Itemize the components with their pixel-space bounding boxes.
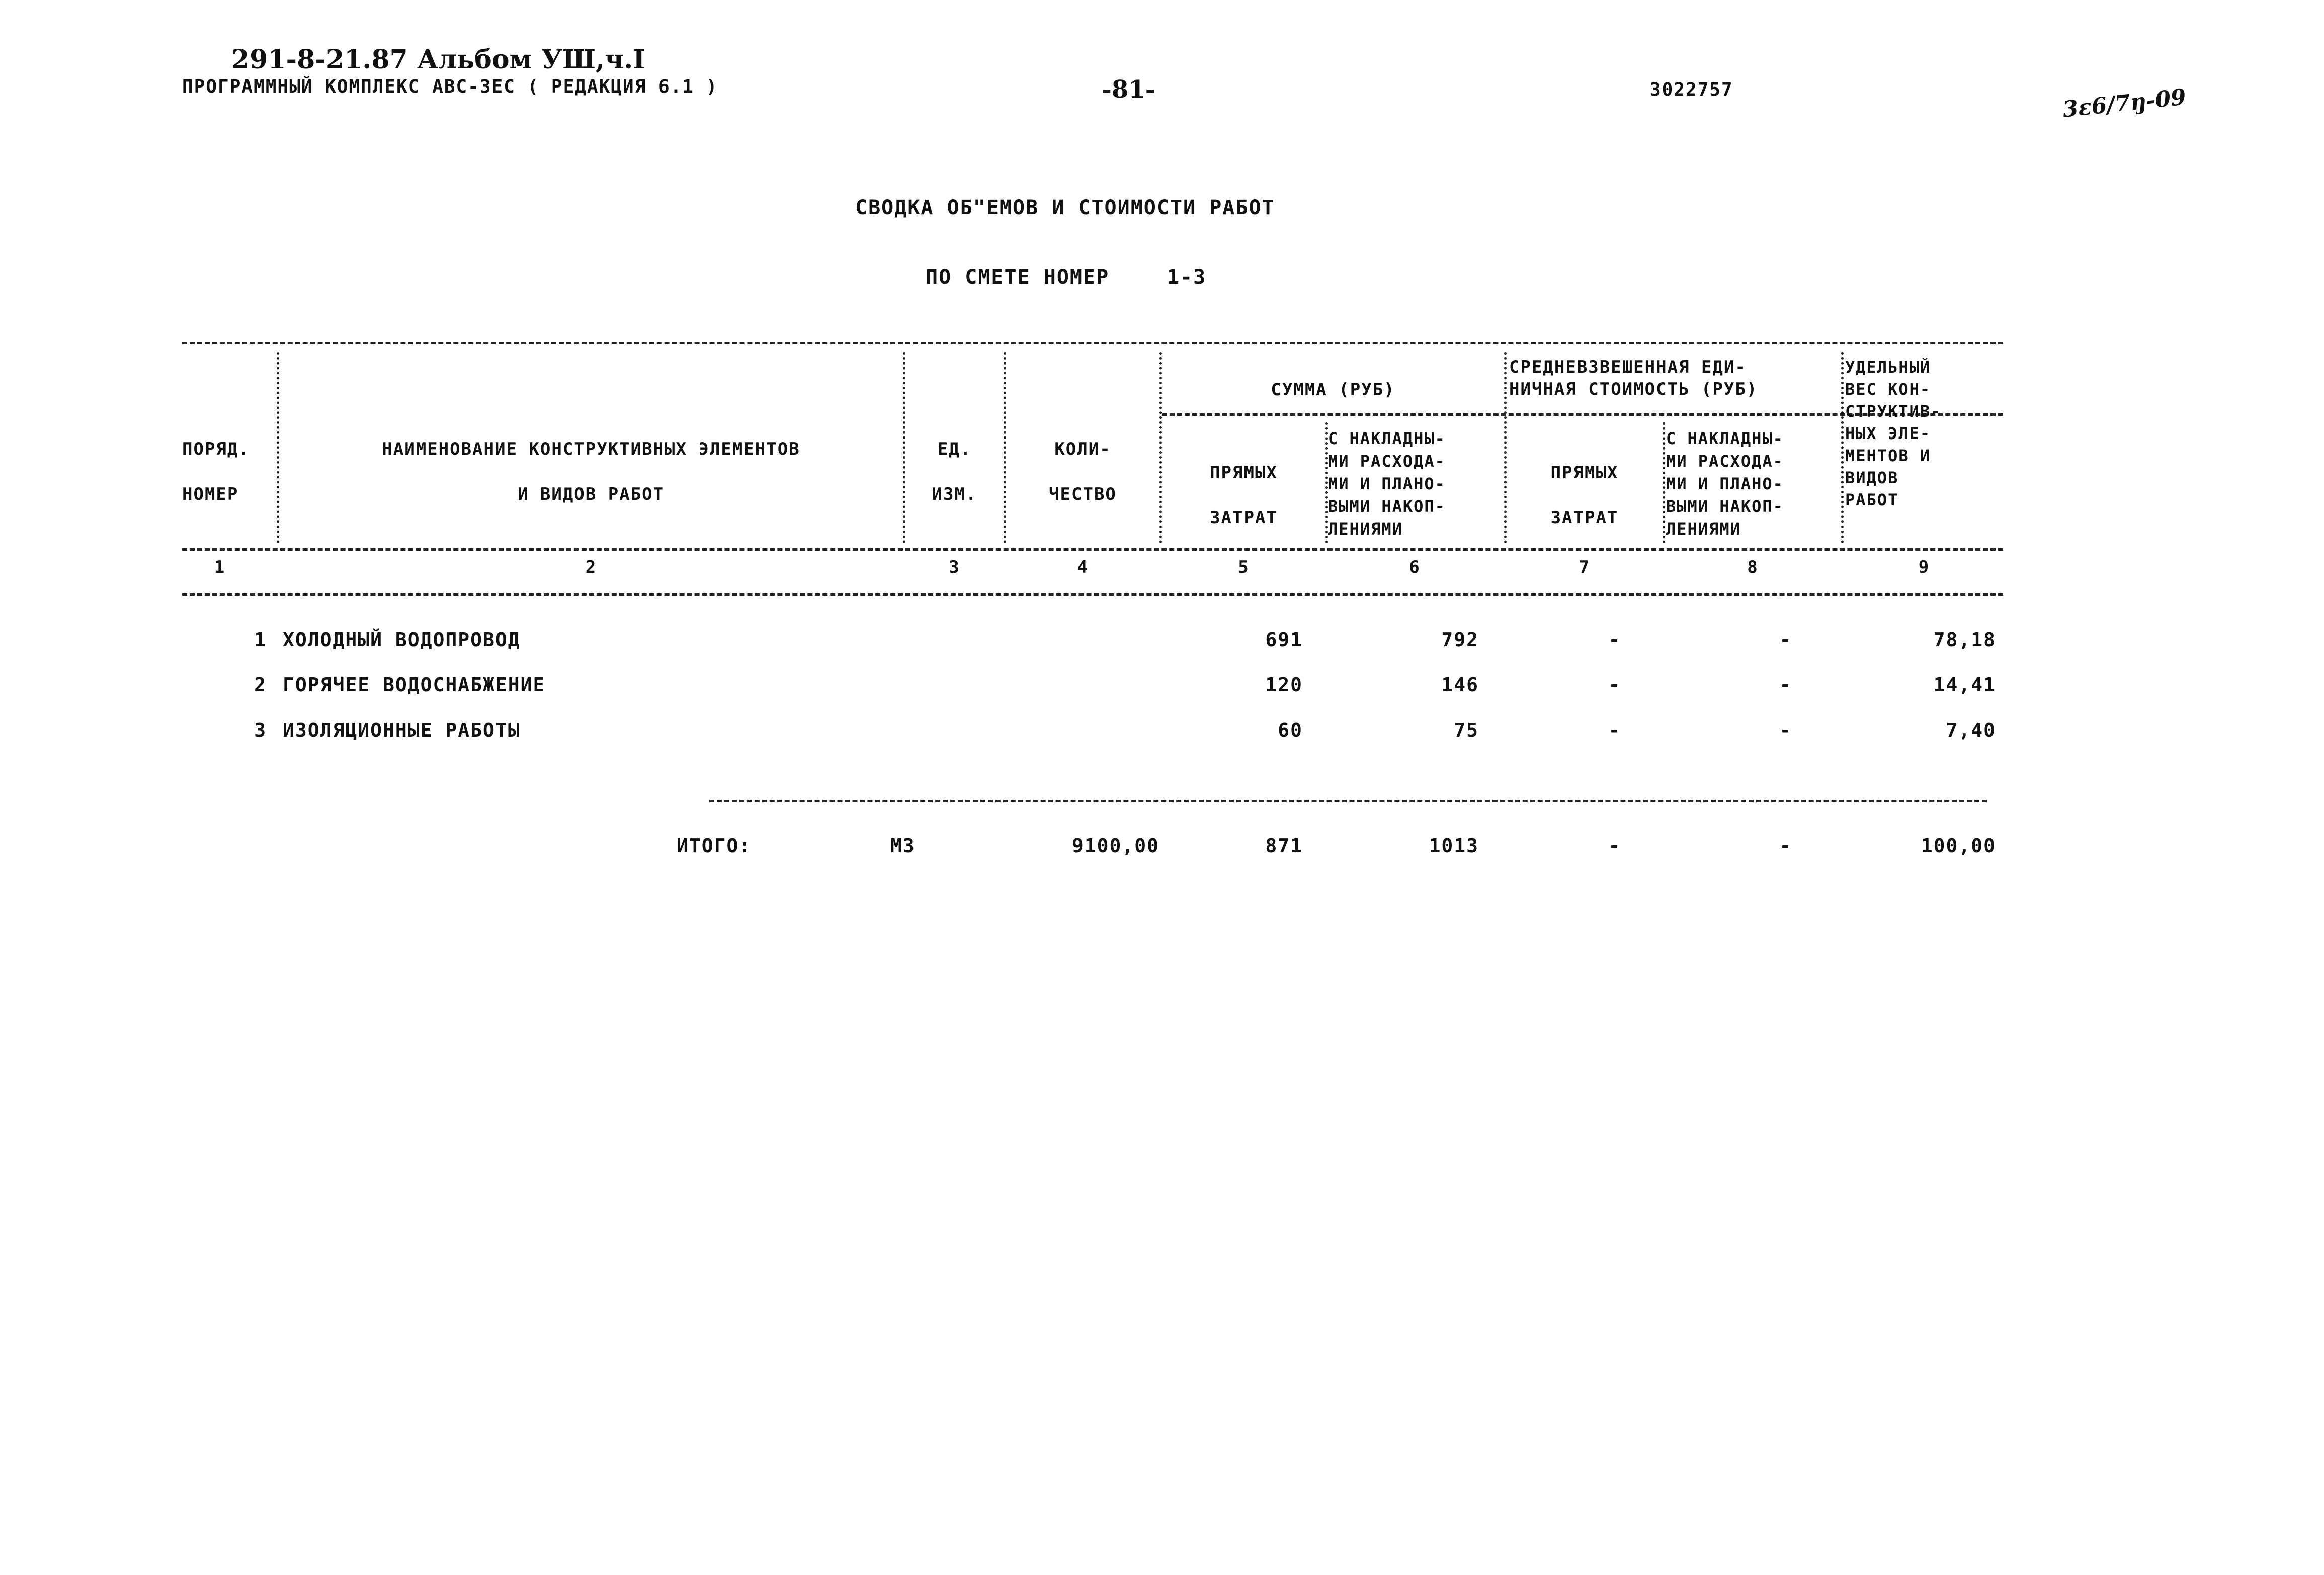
total-quantity: 9100,00 — [1071, 835, 1159, 857]
page-number: -81- — [1102, 75, 1155, 104]
table-top-rule — [182, 342, 2003, 344]
row-avg-direct: - — [1608, 674, 1621, 696]
header-avg-direct-costs: ПРЯМЫХ ЗАТРАТ — [1550, 463, 1619, 528]
document-number: 3022757 — [1650, 79, 1733, 100]
column-number: 9 — [1918, 557, 1930, 577]
column-separator — [277, 352, 279, 543]
row-element-name: ИЗОЛЯЦИОННЫЕ РАБОТЫ — [283, 719, 521, 741]
row-avg-overhead: - — [1779, 674, 1792, 696]
total-separator-rule — [709, 800, 1987, 802]
row-share: 7,40 — [1946, 719, 1996, 741]
column-number: 4 — [1077, 557, 1089, 577]
column-number: 7 — [1579, 557, 1591, 577]
row-avg-direct: - — [1608, 719, 1621, 741]
row-number: 1 — [254, 629, 267, 651]
header-direct-costs: ПРЯМЫХ ЗАТРАТ — [1210, 463, 1278, 528]
program-info: ПРОГРАММНЫЙ КОМПЛЕКС АВС-3ЕС ( РЕДАКЦИЯ 6.1 ) — [182, 76, 718, 97]
header-element-name: НАИМЕНОВАНИЕ КОНСТРУКТИВНЫХ ЭЛЕМЕНТОВ И ВИДОВ РАБОТ — [382, 439, 800, 504]
total-avg-direct: - — [1608, 835, 1621, 857]
total-label: ИТОГО: — [677, 835, 752, 857]
header-avg-with-overhead: С НАКЛАДНЫ- МИ РАСХОДА- МИ И ПЛАНО- ВЫМИ НАКОП- ЛЕНИЯМИ — [1666, 429, 1784, 539]
column-number: 2 — [585, 557, 597, 577]
row-share: 78,18 — [1933, 629, 1996, 651]
column-number: 1 — [214, 557, 226, 577]
column-number: 3 — [949, 557, 960, 577]
column-separator — [1504, 352, 1507, 543]
column-separator — [1004, 352, 1006, 543]
column-numbers-rule — [182, 593, 2003, 596]
header-unit: ЕД. ИЗМ. — [932, 439, 977, 504]
total-avg-overhead: - — [1779, 835, 1792, 857]
column-number: 8 — [1747, 557, 1759, 577]
total-direct-costs: 871 — [1265, 835, 1303, 857]
column-separator — [903, 352, 905, 543]
row-with-overhead: 792 — [1441, 629, 1479, 651]
estimate-number: 1-3 — [1167, 266, 1207, 289]
row-direct-costs: 120 — [1265, 674, 1303, 696]
handwritten-stamp: 3ε6/7ŋ-09 — [2061, 84, 2188, 123]
total-unit: М3 — [890, 835, 916, 857]
row-element-name: ГОРЯЧЕЕ ВОДОСНАБЖЕНИЕ — [283, 674, 546, 696]
column-number: 6 — [1409, 557, 1421, 577]
row-direct-costs: 60 — [1278, 719, 1303, 741]
row-with-overhead: 146 — [1441, 674, 1479, 696]
header-sum-group: СУММА (РУБ) — [1271, 380, 1395, 400]
document-title: СВОДКА ОБ"ЕМОВ И СТОИМОСТИ РАБОТ — [855, 196, 1275, 219]
header-order-number: ПОРЯД. НОМЕР — [182, 439, 250, 504]
total-with-overhead: 1013 — [1429, 835, 1479, 857]
row-avg-direct: - — [1608, 629, 1621, 651]
header-quantity: КОЛИ- ЧЕСТВО — [1049, 439, 1117, 504]
album-reference: 291-8-21.87 Альбом УШ,ч.I — [231, 44, 645, 75]
total-share: 100,00 — [1921, 835, 1996, 857]
row-share: 14,41 — [1933, 674, 1996, 696]
row-number: 2 — [254, 674, 267, 696]
column-separator — [1663, 422, 1665, 543]
column-separator — [1841, 352, 1844, 543]
header-average-cost-group: СРЕДНЕВЗВЕШЕННАЯ ЕДИ- НИЧНАЯ СТОИМОСТЬ (РУБ) — [1509, 357, 1758, 399]
row-number: 3 — [254, 719, 267, 741]
row-avg-overhead: - — [1779, 629, 1792, 651]
estimate-label: ПО СМЕТЕ НОМЕР — [926, 266, 1110, 289]
row-element-name: ХОЛОДНЫЙ ВОДОПРОВОД — [283, 629, 521, 651]
header-bottom-rule — [182, 548, 2003, 551]
column-number: 5 — [1238, 557, 1250, 577]
row-direct-costs: 691 — [1265, 629, 1303, 651]
header-with-overhead: С НАКЛАДНЫ- МИ РАСХОДА- МИ И ПЛАНО- ВЫМИ НАКОП- ЛЕНИЯМИ — [1328, 429, 1446, 539]
row-with-overhead: 75 — [1454, 719, 1479, 741]
header-share-weight: УДЕЛЬНЫЙ ВЕС КОН- СТРУКТИВ- НЫХ ЭЛЕ- МЕНТОВ И ВИДОВ РАБОТ — [1845, 358, 1942, 509]
column-separator — [1159, 352, 1162, 543]
row-avg-overhead: - — [1779, 719, 1792, 741]
